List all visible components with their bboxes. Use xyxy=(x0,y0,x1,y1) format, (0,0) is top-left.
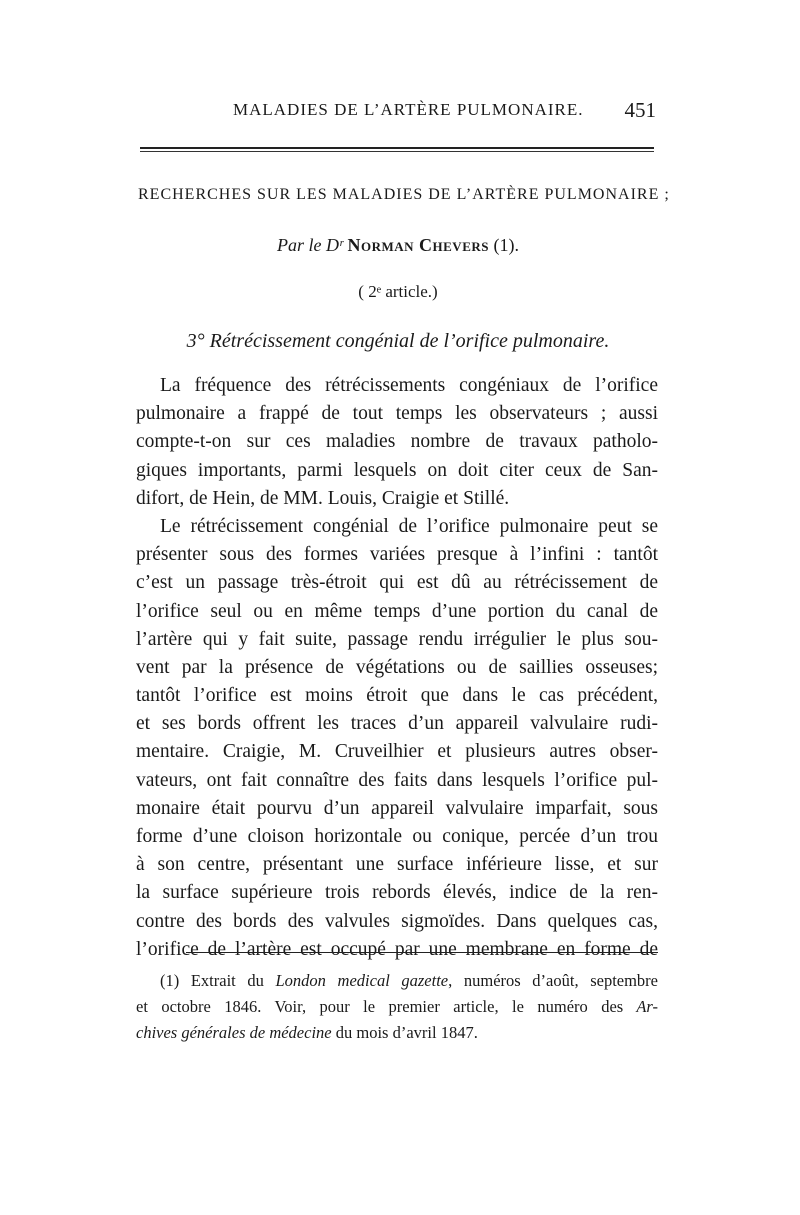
byline-author: Norman Chevers xyxy=(347,235,489,255)
text-line: giques importants, parmi lesquels on doit citer ceux de San- xyxy=(136,459,658,481)
text-line: l’orifice de l’artère est occupé par une membrane en forme de xyxy=(136,938,658,960)
text-line: La fréquence des rétrécissements congéniaux de l’orifice xyxy=(160,375,658,396)
running-head xyxy=(140,98,662,128)
article-number: ( 2ᵉ article.) xyxy=(358,282,438,301)
text-line: contre des bords des valvules sigmoïdes. Dans quelques cas, xyxy=(136,910,658,932)
footnote-text: du mois d’avril 1847. xyxy=(331,1023,478,1042)
text-line: l’artère qui y fait suite, passage rendu irrégulier le plus sou- xyxy=(136,628,658,650)
byline xyxy=(138,235,658,256)
footnote-reference: (1). xyxy=(493,235,519,255)
footnote-text: , numéros d’août, septembre xyxy=(448,971,658,990)
text-line: Le rétrécissement congénial de l’orifice pulmonaire peut se xyxy=(160,515,658,537)
footnote-line xyxy=(136,994,658,1020)
running-title: MALADIES DE L’ARTÈRE PULMONAIRE. xyxy=(233,100,584,119)
footnote-line xyxy=(136,968,658,994)
text-line: monaire était pourvu d’un appareil valvulaire imparfait, sous xyxy=(136,797,658,819)
text-line: et ses bords offrent les traces d’un appareil valvulaire rudi- xyxy=(136,713,658,735)
text-line: forme d’une cloison horizontale ou conique, percée d’un trou xyxy=(136,826,658,847)
text-line: compte-t-on sur ces maladies nombre de travaux patholo- xyxy=(136,431,658,453)
footnote-archives-title-start: Ar- xyxy=(623,997,658,1016)
section-heading: 3° Rétrécissement congénial de l’orifice pulmonaire. xyxy=(186,330,610,352)
footnote-text: et octobre 1846. Voir, pour le premier article, le numéro des xyxy=(136,997,624,1016)
footnote-archives-title-end: chives générales de médecine xyxy=(136,1023,332,1042)
body-text xyxy=(136,372,658,964)
header-rule-thick xyxy=(140,147,654,149)
text-line: mentaire. Craigie, M. Cruveilhier et plusieurs autres obser- xyxy=(136,741,658,763)
text-line: difort, de Hein, de MM. Louis, Craigie et Stillé. xyxy=(136,487,510,509)
footnote-text: (1) Extrait du xyxy=(160,971,276,990)
text-line: vent par la présence de végétations ou de saillies osseuses; xyxy=(136,656,658,678)
text-line: à son centre, présentant une surface inférieure lisse, et sur xyxy=(136,854,658,876)
text-line: la surface supérieure trois rebords élevés, indice de la ren- xyxy=(136,882,658,904)
text-line: tantôt l’orifice est moins étroit que dans le cas précédent, xyxy=(136,685,658,707)
footnote-journal-title: London medical gazette xyxy=(275,971,449,990)
text-line: pulmonaire a frappé de tout temps les observateurs ; aussi xyxy=(136,403,658,425)
text-line: présenter sous des formes variées presque à l’infini : tantôt xyxy=(136,544,658,566)
byline-prefix: Par le Dʳ xyxy=(276,235,343,255)
article-title: RECHERCHES SUR LES MALADIES DE L’ARTÈRE PULMONAIRE ; xyxy=(138,186,670,203)
text-line: l’orifice seul ou en même temps d’une portion du canal de xyxy=(136,600,658,622)
footnote-rule xyxy=(186,952,658,953)
header-rule-thin xyxy=(140,151,654,152)
page-number: 451 xyxy=(624,98,656,122)
text-line: c’est un passage très-étroit qui est dû au rétrécissement de xyxy=(136,572,658,594)
footnote xyxy=(136,968,658,1046)
text-line: vateurs, ont fait connaître des faits dans lesquels l’orifice pul- xyxy=(136,769,658,791)
footnote-line xyxy=(136,1020,658,1046)
